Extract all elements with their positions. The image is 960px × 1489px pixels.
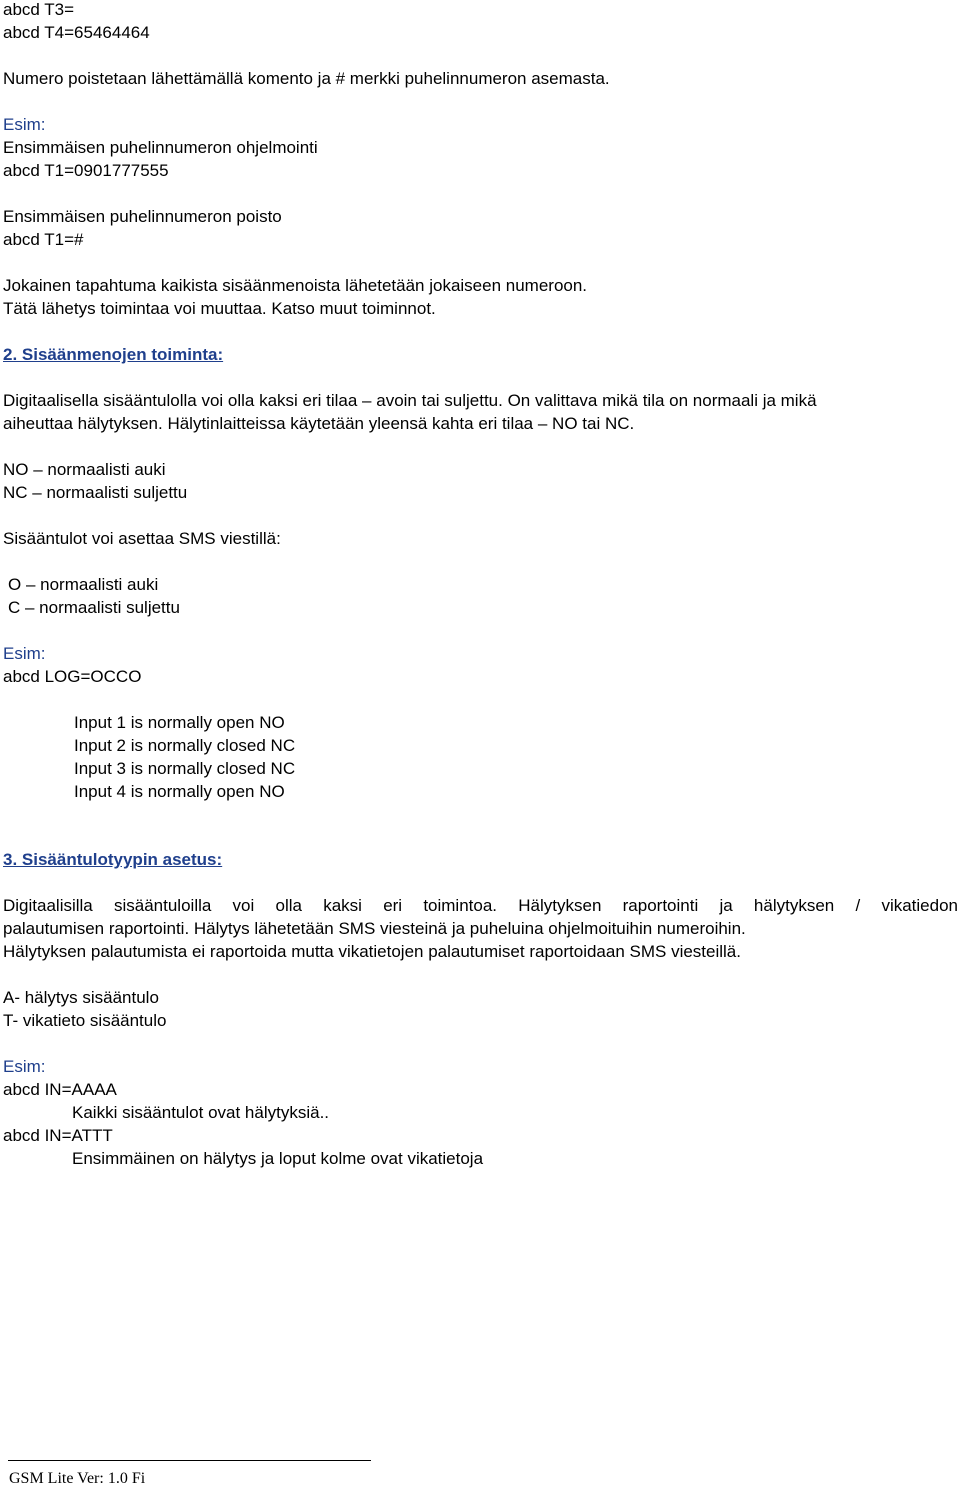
in-command-2-description: Ensimmäinen on hälytys ja loput kolme ovat vikatietoja	[72, 1149, 484, 1168]
section-2-heading: 2. Sisäänmenojen toiminta:	[3, 345, 224, 364]
footer-rule	[8, 1460, 371, 1461]
example-label: Esim:	[3, 644, 46, 663]
log-command: abcd LOG=OCCO	[3, 667, 142, 686]
input-3-state: Input 3 is normally closed NC	[74, 759, 296, 778]
sms-settings-intro: Sisääntulot voi asettaa SMS viestillä:	[3, 529, 281, 548]
delete-first-number-title: Ensimmäisen puhelinnumeron poisto	[3, 207, 282, 226]
program-first-number-command: abcd T1=0901777555	[3, 161, 169, 180]
t-definition: T- vikatieto sisääntulo	[3, 1011, 167, 1030]
in-command-1: abcd IN=AAAA	[3, 1080, 117, 1099]
events-note-line-1: Jokainen tapahtuma kaikista sisäänmenoista lähetetään jokaiseen numeroon.	[3, 276, 588, 295]
no-definition: NO – normaalisti auki	[3, 460, 166, 479]
remove-number-note: Numero poistetaan lähettämällä komento ja # merkki puhelinnumeron asemasta.	[3, 69, 610, 88]
in-command-2: abcd IN=ATTT	[3, 1126, 113, 1145]
in-command-1-description: Kaikki sisääntulot ovat hälytyksiä..	[72, 1103, 330, 1122]
delete-first-number-command: abcd T1=#	[3, 230, 84, 249]
example-label: Esim:	[3, 115, 46, 134]
o-definition: O – normaalisti auki	[8, 575, 159, 594]
section-3-paragraph-line-1: Digitaalisilla sisääntuloilla voi olla kaksi eri toimintoa. Hälytyksen raportointi ja hälytyksen / vikatiedon	[3, 896, 958, 915]
input-1-state: Input 1 is normally open NO	[74, 713, 285, 732]
program-first-number-title: Ensimmäisen puhelinnumeron ohjelmointi	[3, 138, 318, 157]
section-2-paragraph-line-2: aiheuttaa hälytyksen. Hälytinlaitteissa käytetään yleensä kahta eri tilaa – NO tai NC.	[3, 414, 635, 433]
c-definition: C – normaalisti suljettu	[8, 598, 180, 617]
footer-version: GSM Lite Ver: 1.0 Fi	[9, 1470, 146, 1487]
section-3-heading: 3. Sisääntulotyypin asetus:	[3, 850, 223, 869]
command-t3: abcd T3=	[3, 0, 75, 19]
section-2-paragraph-line-1: Digitaalisella sisääntulolla voi olla kaksi eri tilaa – avoin tai suljettu. On valittava mikä tila on normaali ja mikä	[3, 391, 817, 410]
section-3-paragraph-line-3: Hälytyksen palautumista ei raportoida mutta vikatietojen palautumiset raportoidaan SMS viesteillä.	[3, 942, 741, 961]
input-2-state: Input 2 is normally closed NC	[74, 736, 296, 755]
command-t4: abcd T4=65464464	[3, 23, 150, 42]
section-3-paragraph-line-2: palautumisen raportointi. Hälytys lähetetään SMS viesteinä ja puheluina ohjelmoituihin numeroihin.	[3, 919, 746, 938]
nc-definition: NC – normaalisti suljettu	[3, 483, 188, 502]
events-note-line-2: Tätä lähetys toimintaa voi muuttaa. Katso muut toiminnot.	[3, 299, 436, 318]
input-4-state: Input 4 is normally open NO	[74, 782, 285, 801]
a-definition: A- hälytys sisääntulo	[3, 988, 159, 1007]
example-label: Esim:	[3, 1057, 46, 1076]
